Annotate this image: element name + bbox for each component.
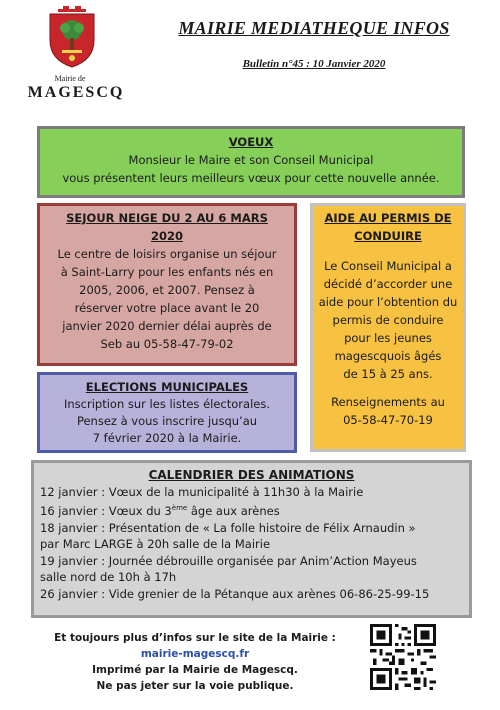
footer-printed-by: Imprimé par la Mairie de Magescq.	[92, 664, 298, 676]
permis-line: Le Conseil Municipal a	[324, 259, 452, 273]
sejour-line: Le centre de loisirs organise un séjour	[57, 247, 277, 261]
permis-line: décidé d’accorder une	[323, 277, 453, 291]
footer	[50, 630, 340, 694]
calendrier-title: CALENDRIER DES ANIMATIONS	[148, 468, 355, 482]
aide-permis-box	[310, 203, 466, 452]
qr-code-icon[interactable]	[370, 624, 436, 690]
voeux-title: VOEUX	[228, 135, 274, 149]
website-link[interactable]: mairie-magescq.fr	[140, 648, 250, 660]
sejour-line: Seb au 05-58-47-79-02	[100, 337, 234, 351]
elections-title: ELECTIONS MUNICIPALES	[85, 380, 249, 394]
calendar-entry-sup: ème	[171, 504, 188, 513]
sejour-line: à Saint-Larry pour les enfants nés en	[60, 265, 274, 279]
sejour-line: janvier 2020 dernier délai auprès de	[62, 319, 272, 333]
footer-website-intro: Et toujours plus d’infos sur le site de la Mairie :	[54, 632, 336, 644]
permis-line: pour les jeunes	[344, 331, 432, 345]
elections-line: Inscription sur les listes électorales.	[63, 397, 270, 411]
elections-line: 7 février 2020 à la Mairie.	[92, 431, 242, 445]
calendrier-box	[31, 460, 472, 618]
calendar-entry	[34, 500, 469, 519]
calendar-entry: 19 janvier : Journée débrouille organisée par Anim’Action Mayeus	[40, 553, 417, 568]
calendar-entry: 18 janvier : Présentation de « La folle histoire de Félix Arnaudin »	[40, 520, 416, 535]
permis-contact-label: Renseignements au	[331, 395, 445, 409]
elections-box	[37, 372, 297, 453]
permis-line: magescquois âgés	[334, 349, 442, 363]
logo-name: MAGESCQ	[27, 84, 125, 101]
logo-subtitle: Mairie de	[54, 74, 86, 83]
permis-line: de 15 à 25 ans.	[343, 367, 433, 381]
sejour-line: réserver votre place avant le 20	[74, 301, 260, 315]
page-title: MAIRIE MEDIATHEQUE INFOS	[178, 18, 450, 38]
voeux-line: vous présentent leurs meilleurs vœux pour cette nouvelle année.	[62, 171, 440, 185]
permis-line: aide pour l’obtention du	[318, 295, 458, 309]
calendar-entry: 26 janvier : Vide grenier de la Pétanque aux arènes 06-86-25-99-15	[40, 586, 430, 601]
bulletin-number: Bulletin n°45 : 10 Janvier 2020	[242, 58, 386, 70]
calendar-entry: salle nord de 10h à 17h	[40, 570, 177, 585]
permis-line: permis de conduire	[332, 313, 444, 327]
voeux-line: Monsieur le Maire et son Conseil Municipal	[128, 153, 374, 167]
sejour-title: SEJOUR NEIGE DU 2 AU 6 MARS	[66, 211, 268, 225]
permis-contact-phone: 05-58-47-70-19	[343, 413, 433, 427]
calendar-entry: 12 janvier : Vœux de la municipalité à 11h30 à la Mairie	[40, 484, 364, 499]
voeux-box	[37, 126, 465, 198]
calendar-entry-text: 16 janvier : Vœux du 3	[40, 504, 172, 519]
sejour-line: 2005, 2006, et 2007. Pensez à	[79, 283, 255, 297]
footer-do-not-litter: Ne pas jeter sur la voie publique.	[96, 680, 294, 692]
elections-line: Pensez à vous inscrire jusqu’au	[76, 414, 258, 428]
calendar-entry-text: âge aux arènes	[187, 504, 280, 519]
permis-title-2: CONDUIRE	[354, 229, 422, 243]
permis-title: AIDE AU PERMIS DE	[324, 211, 452, 225]
magescq-crest-icon	[48, 6, 96, 68]
sejour-neige-box	[37, 203, 297, 366]
sejour-title-year: 2020	[150, 229, 183, 243]
calendar-entry: par Marc LARGE à 20h salle de la Mairie	[40, 537, 271, 552]
